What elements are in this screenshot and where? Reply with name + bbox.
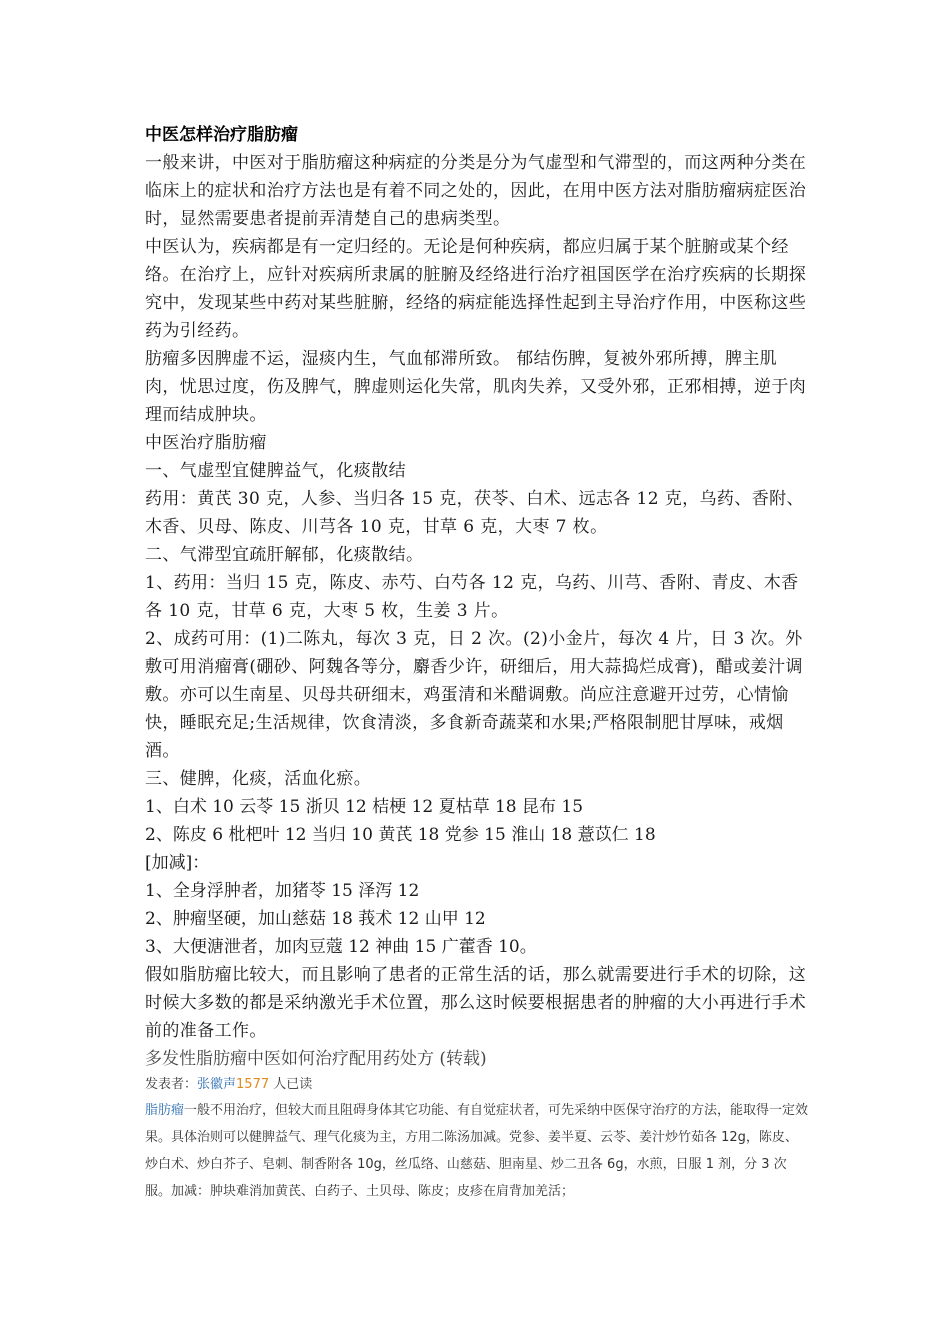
article-body — [145, 1097, 810, 1205]
paragraph-cause: 肪瘤多因脾虚不运，湿痰内生，气血郁滞所致。 郁结伤脾，复被外邪所搏，脾主肌肉，忧思过度，伤及脾气，脾虚则运化失常，肌肉失养，又受外邪，正邪相搏，逆于肉理而结成肿块。 — [145, 349, 807, 425]
read-suffix: 人已读 — [269, 1077, 313, 1092]
section-heading-treatment: 中医治疗脂肪瘤 — [145, 433, 267, 453]
keyword-link[interactable]: 脂肪瘤 — [145, 1103, 185, 1118]
article-meta — [145, 1073, 810, 1097]
heading-qi-stagnation: 二、气滞型宜疏肝解郁，化痰散结。 — [145, 545, 424, 565]
paragraph-intro: 一般来讲，中医对于脂肪瘤这种病症的分类是分为气虚型和气滞型的，而这两种分类在临床上的症状和治疗方法也是有着不同之处的，因此，在用中医方法对脂肪瘤病症医治时，显然需要患者提前弄清楚自己的患病类型。 — [145, 153, 807, 229]
formula-line-1: 1、白术 10 云苓 15 浙贝 12 桔梗 12 夏枯草 18 昆布 15 — [145, 797, 584, 817]
article-body-text: 一般不用治疗，但较大而且阻碍身体其它功能、有自觉症状者，可先采纳中医保守治疗的方法，能取得一定效果。具体治则可以健脾益气、理气化痰为主，方用二陈汤加减。党参、姜半夏、云苓、姜汁炒竹茹各 12g，陈皮、炒白术、炒白芥子、皂刺、制香附各 10g，丝瓜络、山慈菇、胆南星、炒二丑各 6g，水煎，日服 1 剂，分 3 次服。加减：肿块难消加黄芪、白药子、土贝母、陈皮；皮疹在肩背加羌活； — [145, 1103, 809, 1199]
modification-2: 2、肿瘤坚硬，加山慈菇 18 莪术 12 山甲 12 — [145, 909, 486, 929]
formula-line-2: 2、陈皮 6 枇杷叶 12 当归 10 黄芪 18 党参 15 淮山 18 薏苡仁 18 — [145, 825, 656, 845]
document-title: 中医怎样治疗脂肪瘤 — [145, 125, 298, 145]
heading-qi-deficiency: 一、气虚型宜健脾益气，化痰散结 — [145, 461, 406, 481]
prescription-qi-stagnation-1: 1、药用：当归 15 克，陈皮、赤芍、白芍各 12 克，乌药、川芎、香附、青皮、木香各 10 克，甘草 6 克，大枣 5 枚，生姜 3 片。 — [145, 573, 799, 621]
prescription-qi-deficiency: 药用：黄芪 30 克，人参、当归各 15 克，茯苓、白术、远志各 12 克，乌药、香附、木香、贝母、陈皮、川芎各 10 克，甘草 6 克，大枣 7 枚。 — [145, 489, 804, 537]
modification-label: [加减]： — [145, 853, 210, 873]
document-page — [145, 121, 810, 1205]
paragraph-meridian: 中医认为，疾病都是有一定归经的。无论是何种疾病，都应归属于某个脏腑或某个经络。在治疗上，应针对疾病所隶属的脏腑及经络进行治疗祖国医学在治疗疾病的长期探究中，发现某些中药对某些脏腑，经络的病症能选择性起到主导治疗作用，中医称这些药为引经药。 — [145, 237, 807, 341]
author-link[interactable]: 张徽声 — [197, 1077, 237, 1092]
modification-3: 3、大便溏泄者，加肉豆蔻 12 神曲 15 广藿香 10。 — [145, 937, 537, 957]
read-count: 1577 — [236, 1077, 270, 1092]
article-heading: 多发性脂肪瘤中医如何治疗配用药处方 (转载) — [145, 1049, 487, 1069]
heading-spleen: 三、健脾，化痰，活血化瘀。 — [145, 769, 372, 789]
paragraph-surgery: 假如脂肪瘤比较大，而且影响了患者的正常生活的话，那么就需要进行手术的切除，这时候大多数的都是采纳激光手术位置，那么这时候要根据患者的肿瘤的大小再进行手术前的准备工作。 — [145, 965, 807, 1041]
author-label: 发表者： — [145, 1077, 198, 1092]
prescription-qi-stagnation-2: 2、成药可用：(1)二陈丸，每次 3 克，日 2 次。(2)小金片，每次 4 片，日 3 次。外敷可用消瘤膏(硼砂、阿魏各等分，麝香少许，研细后，用大蒜捣烂成膏)，醋或姜汁调敷。亦可以生南星、贝母共研细末，鸡蛋清和米醋调敷。尚应注意避开过劳，心情愉快，睡眠充足;生活规律，饮食清淡，多食新奇蔬菜和水果;严格限制肥甘厚味，戒烟酒。 — [145, 629, 803, 761]
modification-1: 1、全身浮肿者，加猪苓 15 泽泻 12 — [145, 881, 420, 901]
